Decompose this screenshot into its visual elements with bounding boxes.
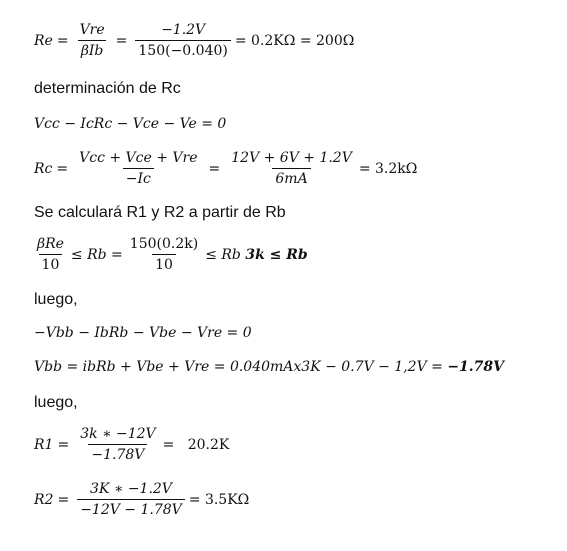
heading-determinacion-rc: determinación de Rc — [34, 80, 181, 97]
equation-r1: R1 = $\frac{3k ∗ -12V}{-1.78V}$ = 20.2K — [34, 426, 230, 463]
eq1-fraction-1 — [77, 22, 108, 59]
eq4-den2: 10 — [152, 254, 176, 273]
eq1-num1: Vre — [79, 22, 105, 38]
eq4-mid: ≤ Rb = — [70, 246, 123, 263]
eq6-bold: −1.78V — [447, 359, 505, 375]
eq1-result: = 0.2KΩ = 200Ω — [234, 32, 355, 49]
eq7-lhs: R1 — [34, 436, 54, 453]
eq4-fraction-1 — [34, 236, 67, 273]
eq3-fraction-1 — [76, 150, 200, 187]
eq7-result: = 20.2K — [162, 436, 230, 453]
eq1-den1: βIb — [78, 40, 107, 59]
eq3-den1: −Ic — [123, 168, 154, 187]
equation-r2: R2 = $\frac{3K ∗ -1.2V}{-12V - 1.78V}$ = 3.5KΩ — [34, 481, 250, 518]
eq3-lhs: Rc — [34, 160, 53, 177]
eq3-result: = 3.2kΩ — [358, 160, 418, 177]
eq7-den: −1.78V — [88, 444, 147, 463]
eq1-den2: 150(−0.040) — [135, 40, 230, 59]
text-luego-2: luego, — [34, 394, 78, 411]
eq8-num: 3K ∗ −1.2V — [90, 481, 172, 497]
equation-loop-base — [34, 325, 252, 341]
eq4-tail-bold: 3k ≤ Rb — [245, 246, 308, 263]
eq1-fraction-2 — [135, 22, 230, 59]
eq8-den: −12V − 1.78V — [77, 499, 185, 518]
eq1-num2: −1.2V — [161, 22, 206, 38]
eq4-num1: βRe — [37, 236, 64, 252]
eq3-num2: 12V + 6V + 1.2V — [231, 150, 352, 166]
eq6-plain: Vbb = ibRb + Vbe + Vre = 0.040mAx3K − 0.7V − 1,2V = — [34, 359, 448, 375]
eq7-num: 3k ∗ −12V — [80, 426, 156, 442]
eq4-num2: 150(0.2k) — [129, 236, 199, 252]
eq3-num1: Vcc + Vce + Vre — [79, 150, 198, 166]
heading-calculo-r1-r2: Se calculará R1 y R2 a partir de Rb — [34, 204, 286, 221]
eq1-lhs: Re — [34, 32, 53, 49]
eq8-result: = 3.5KΩ — [188, 491, 250, 508]
eq4-tail-plain: ≤ Rb — [205, 246, 246, 263]
equation-vbb — [34, 359, 504, 375]
eq7-fraction — [77, 426, 158, 463]
eq3-fraction-2 — [228, 150, 355, 187]
equation-re: Re = $\frac{\text{Vre}}{\text{βIb}}$ = $\frac{-1.2V}{150(-0.040)}$ = 0.2KΩ = 200Ω — [34, 22, 355, 59]
eq8-lhs: R2 — [34, 491, 54, 508]
eq3-den2: 6mA — [272, 168, 310, 187]
equation-rb-range — [34, 236, 308, 273]
equation-loop-collector — [34, 116, 226, 132]
eq4-fraction-2 — [127, 236, 201, 273]
text-luego-1: luego, — [34, 291, 78, 308]
eq4-den1: 10 — [39, 254, 63, 273]
eq2-text: Vcc − IcRc − Vce − Ve = 0 — [34, 116, 227, 132]
equation-rc: Rc = $\frac{\text{Vcc + Vce + Vre}}{-Ic}$ = $\frac{12V + 6V + 1.2V}{6mA}$ = 3.2kΩ — [34, 150, 418, 187]
eq5-text: −Vbb − IbRb − Vbe − Vre = 0 — [34, 325, 252, 341]
eq8-fraction — [77, 481, 185, 518]
